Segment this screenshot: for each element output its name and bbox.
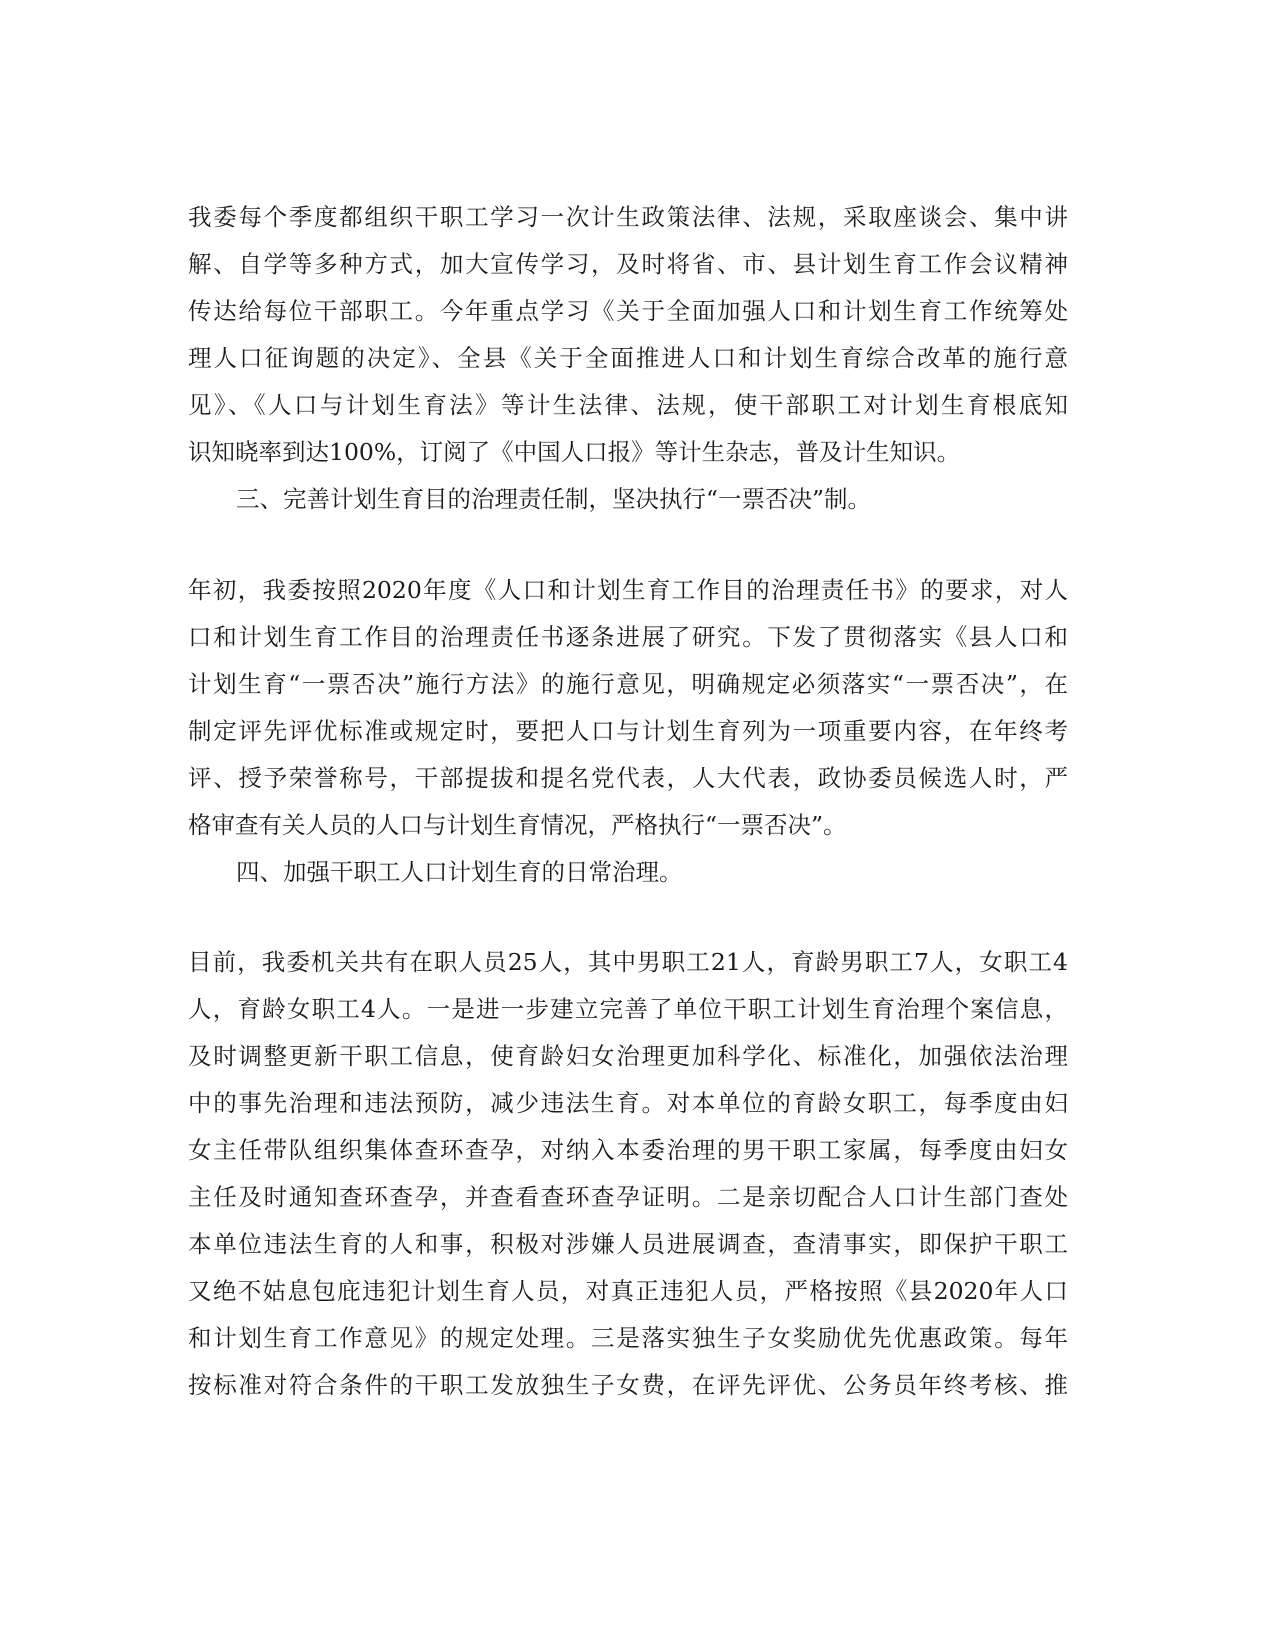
paragraph-3-line-3: 及时调整更新干职工信息，使育龄妇女治理更加科学化、标准化，加强依法治理 (188, 1042, 1068, 1070)
section-heading-3: 三、完善计划生育目的治理责任制，坚决执行“一票否决”制。 (236, 485, 872, 513)
paragraph-2-line-4: 制定评先评优标准或规定时，要把人口与计划生育列为一项重要内容，在年终考 (188, 717, 1068, 745)
paragraph-3-line-1: 目前，我委机关共有在职人员25人，其中男职工21人，育龄男职工7人，女职工4 (188, 948, 1068, 976)
paragraph-3-line-6: 主任及时通知查环查孕，并查看查环查孕证明。二是亲切配合人口计生部门查处 (188, 1183, 1068, 1211)
paragraph-3-line-8: 又绝不姑息包庇违犯计划生育人员，对真正违犯人员，严格按照《县2020年人口 (188, 1277, 1068, 1305)
paragraph-3-line-2: 人，育龄女职工4人。一是进一步建立完善了单位干职工计划生育治理个案信息， (188, 995, 1068, 1023)
paragraph-2-line-6: 格审查有关人员的人口与计划生育情况，严格执行“一票否决”。 (188, 811, 847, 839)
paragraph-2-line-1: 年初，我委按照2020年度《人口和计划生育工作目的治理责任书》的要求，对人 (188, 576, 1068, 604)
section-heading-4: 四、加强干职工人口计划生育的日常治理。 (236, 858, 683, 886)
paragraph-1-line-3: 传达给每位干部职工。今年重点学习《关于全面加强人口和计划生育工作统筹处 (188, 297, 1068, 325)
paragraph-1-line-4: 理人口征询题的决定》、全县《关于全面推进人口和计划生育综合改革的施行意 (188, 344, 1068, 372)
paragraph-2-line-3: 计划生育“一票否决”施行方法》的施行意见，明确规定必须落实“一票否决”，在 (188, 670, 1068, 698)
paragraph-3-line-9: 和计划生育工作意见》的规定处理。三是落实独生子女奖励优先优惠政策。每年 (188, 1324, 1068, 1352)
paragraph-1-line-5: 见》、《人口与计划生育法》等计生法律、法规，使干部职工对计划生育根底知 (188, 391, 1068, 419)
paragraph-2-line-2: 口和计划生育工作目的治理责任书逐条进展了研究。下发了贯彻落实《县人口和 (188, 623, 1068, 651)
paragraph-1-line-2: 解、自学等多种方式，加大宣传学习，及时将省、市、县计划生育工作会议精神 (188, 250, 1068, 278)
paragraph-1-line-6: 识知晓率到达100%，订阅了《中国人口报》等计生杂志，普及计生知识。 (188, 438, 961, 466)
paragraph-3-line-4: 中的事先治理和违法预防，减少违法生育。对本单位的育龄女职工，每季度由妇 (188, 1089, 1068, 1117)
paragraph-1-line-1: 我委每个季度都组织干职工学习一次计生政策法律、法规，采取座谈会、集中讲 (188, 203, 1068, 231)
paragraph-3-line-7: 本单位违法生育的人和事，积极对涉嫌人员进展调查，查清事实，即保护干职工 (188, 1230, 1068, 1258)
paragraph-2-line-5: 评、授予荣誉称号，干部提拔和提名党代表，人大代表，政协委员候选人时，严 (188, 764, 1068, 792)
paragraph-3-line-10: 按标准对符合条件的干职工发放独生子女费，在评先评优、公务员年终考核、推 (188, 1371, 1068, 1399)
paragraph-3-line-5: 女主任带队组织集体查环查孕，对纳入本委治理的男干职工家属，每季度由妇女 (188, 1136, 1068, 1164)
